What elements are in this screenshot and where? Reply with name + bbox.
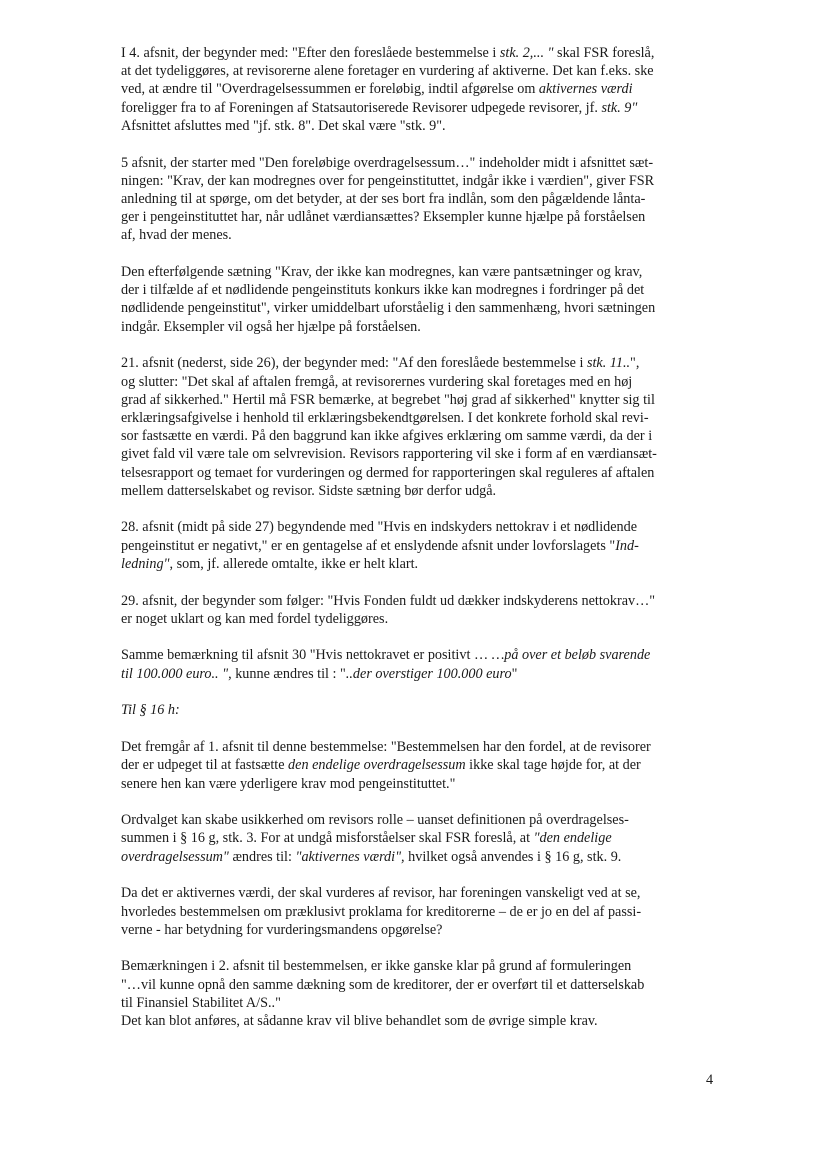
text-line <box>121 117 721 135</box>
text-line <box>121 1012 721 1030</box>
paragraph <box>121 957 721 1030</box>
text-run: der i tilfælde af et nødlidende pengeinstituts konkurs ikke kan modregnes i fordringer på det <box>121 282 645 299</box>
text-line <box>121 80 721 98</box>
italic-text: stk. 9" <box>601 99 638 116</box>
text-line <box>121 391 721 409</box>
text-run: , som, jf. allerede omtalte, ikke er helt klart. <box>169 555 419 572</box>
text-run: I 4. afsnit, der begynder med: "Efter den foreslåede bestemmelse i <box>121 45 500 61</box>
text-line <box>121 172 721 190</box>
text-run: nødlidende pengeinstitut", virker umiddelbart uforståelig i den sammenhæng, hvori sætningen <box>121 300 656 317</box>
text-line <box>121 592 721 610</box>
italic-text: Ind- <box>615 537 639 554</box>
text-run: Ordvalget kan skabe usikkerhed om revisors rolle – uanset definitionen på overdragelses- <box>121 812 629 829</box>
text-line <box>121 154 721 172</box>
italic-text: ledning" <box>121 555 170 572</box>
document-body <box>121 44 721 1049</box>
italic-text: …på over et beløb svarende <box>491 647 651 664</box>
text-run: grad af sikkerhed." Hertil må FSR bemærke, at begrebet "høj grad af sikkerhed" knytter sig til <box>121 391 655 408</box>
italic-text: "aktivernes værdi", <box>295 848 405 865</box>
paragraph <box>121 646 721 682</box>
text-line <box>121 518 721 536</box>
text-run: 21. afsnit (nederst, side 26), der begynder med: "Af den foreslåede bestemmelse i <box>121 355 587 372</box>
italic-text: den endelige overdragelsessum <box>288 757 466 774</box>
text-run: indgår. Eksempler vil også her hjælpe på forståelsen. <box>121 318 421 335</box>
text-run: 5 afsnit, der starter med "Den foreløbige overdragelsessum…" indeholder midt i afsnittet sæt- <box>121 154 654 171</box>
italic-text: ..der overstiger 100.000 euro <box>345 665 512 682</box>
italic-text: overdragelsessum" <box>121 848 229 865</box>
text-line <box>121 427 721 445</box>
text-run: Bemærkningen i 2. afsnit til bestemmelsen, er ikke ganske klar på grund af formuleringen <box>121 958 632 975</box>
text-run: summen i § 16 g, stk. 3. For at undgå misforståelser skal FSR foreslå, at <box>121 830 534 847</box>
text-run: Afsnittet afsluttes med "jf. stk. 8". Det skal være "stk. 9". <box>121 117 446 134</box>
text-run: Den efterfølgende sætning "Krav, der ikke kan modregnes, kan være pantsætninger og krav, <box>121 264 643 281</box>
text-line <box>121 44 721 62</box>
text-run: skal FSR foreslå, <box>553 45 655 61</box>
text-line <box>121 811 721 829</box>
text-line <box>121 957 721 975</box>
text-line <box>121 482 721 500</box>
text-run: Det fremgår af 1. afsnit til denne bestemmelse: "Bestemmelsen har den fordel, at de revisorer <box>121 739 651 756</box>
paragraph <box>121 884 721 939</box>
text-run: erklæringsafgivelse i henhold til erklæringsbekendtgørelsen. I det konkrete forhold skal revi- <box>121 409 649 426</box>
text-line <box>121 756 721 774</box>
text-run: pengeinstitut er negativt," er en gentagelse af et enslydende afsnit under lovforslagets " <box>121 537 616 554</box>
text-line <box>121 775 721 793</box>
paragraph <box>121 154 721 245</box>
text-run: til Finansiel Stabilitet A/S.." <box>121 994 281 1011</box>
text-run: givet fald vil være tale om selvrevision. Revisors rapportering vil ske i form af en værdiansæt- <box>121 446 657 463</box>
text-run: telsesrapport og temaet for vurderingen og dermed for rapporteringen skal reguleres af aftalen <box>121 464 655 481</box>
text-run: ikke skal tage højde for, at der <box>465 757 641 774</box>
text-run: anledning til at spørge, om det betyder, at der ses bort fra indlån, som den pågældende lånta- <box>121 190 646 207</box>
text-line <box>121 464 721 482</box>
text-line <box>121 62 721 80</box>
text-line <box>121 263 721 281</box>
text-line <box>121 318 721 336</box>
text-run: mellem datterselskabet og revisor. Sidste sætning bør derfor udgå. <box>121 482 497 499</box>
text-run: verne - har betydning for vurderingsmandens opgørelse? <box>121 921 443 938</box>
text-run: 29. afsnit, der begynder som følger: "Hvis Fonden fuldt ud dækker indskyderens nettokrav…" <box>121 592 656 609</box>
italic-text: aktivernes værdi <box>538 81 633 98</box>
text-run: der er udpeget til at fastsætte <box>121 757 289 774</box>
text-run: ger i pengeinstituttet har, når udlånet værdiansættes? Eksempler kunne hjælpe på forståelsen <box>121 209 646 226</box>
italic-text: stk. 11.. <box>586 355 631 372</box>
text-line <box>121 299 721 317</box>
text-run: og slutter: "Det skal af aftalen fremgå, at revisorernes vurdering skal foretages med en høj <box>121 373 633 390</box>
text-run: er noget uklart og kan med fordel tydeliggøres. <box>121 610 389 627</box>
text-line <box>121 99 721 117</box>
text-run: senere hen kan være yderligere krav mod pengeinstituttet." <box>121 775 456 792</box>
text-run: Det kan blot anføres, at sådanne krav vil blive behandlet som de øvrige simple krav. <box>121 1013 598 1030</box>
text-run: af, hvad der menes. <box>121 227 232 244</box>
text-line <box>121 994 721 1012</box>
text-run: Samme bemærkning til afsnit 30 "Hvis nettokravet er positivt … <box>121 647 492 664</box>
paragraph <box>121 44 721 135</box>
text-line <box>121 555 721 573</box>
text-line <box>121 738 721 756</box>
paragraph <box>121 263 721 336</box>
text-line <box>121 409 721 427</box>
paragraph-group-2 <box>121 738 721 1030</box>
text-line <box>121 226 721 244</box>
text-run: ", <box>630 355 640 372</box>
paragraph <box>121 811 721 866</box>
text-line <box>121 208 721 226</box>
text-line <box>121 884 721 902</box>
text-line <box>121 354 721 372</box>
text-run: hvorledes bestemmelsen om præklusivt proklama for kreditorerne – de er jo en del af passi- <box>121 903 642 920</box>
italic-text: til 100.000 euro.. " <box>121 665 229 682</box>
text-line <box>121 829 721 847</box>
text-run: hvilket også anvendes i § 16 g, stk. 9. <box>404 848 622 865</box>
text-run: ningen: "Krav, der kan modregnes over for pengeinstituttet, indgår ikke i værdien", giver FSR <box>121 172 655 189</box>
section-heading: Til § 16 h: <box>121 702 180 719</box>
page-number: 4 <box>706 1072 714 1088</box>
text-run: ændres til: <box>228 848 296 865</box>
text-run: at det tydeliggøres, at revisorerne alene foretager en vurdering af aktiverne. Det kan f.eks. ske <box>121 63 654 80</box>
text-run: " <box>511 665 518 682</box>
text-run: foreligger fra to af Foreningen af Statsautoriserede Revisorer udpegede revisorer, jf. <box>121 99 602 116</box>
paragraph <box>121 518 721 573</box>
paragraph-group-1 <box>121 44 721 683</box>
text-line <box>121 848 721 866</box>
italic-text: stk. 2,... " <box>499 45 554 61</box>
text-line <box>121 976 721 994</box>
italic-text: "den endelige <box>533 830 612 847</box>
text-line <box>121 921 721 939</box>
text-line <box>121 281 721 299</box>
text-run: 28. afsnit (midt på side 27) begyndende med "Hvis en indskyders nettokrav i et nødlidende <box>121 519 638 536</box>
text-run: , kunne ændres til : " <box>228 665 346 682</box>
text-line <box>121 646 721 664</box>
paragraph <box>121 592 721 628</box>
text-line <box>121 537 721 555</box>
paragraph <box>121 354 721 500</box>
text-line <box>121 665 721 683</box>
text-line <box>121 190 721 208</box>
text-run: "…vil kunne opnå den samme dækning som de kreditorer, der er overført til et datterselskab <box>121 976 645 993</box>
text-run: Da det er aktivernes værdi, der skal vurderes af revisor, har foreningen vanskeligt ved at se, <box>121 885 641 902</box>
text-run: sor fastsætte en værdi. På den baggrund kan ikke afgives erklæring om samme værdi, da der i <box>121 428 653 445</box>
text-line <box>121 903 721 921</box>
text-line <box>121 610 721 628</box>
text-line <box>121 445 721 463</box>
text-line <box>121 373 721 391</box>
paragraph <box>121 738 721 793</box>
text-run: ved, at ændre til "Overdragelsessummen er foreløbig, indtil afgørelse om <box>121 81 539 98</box>
